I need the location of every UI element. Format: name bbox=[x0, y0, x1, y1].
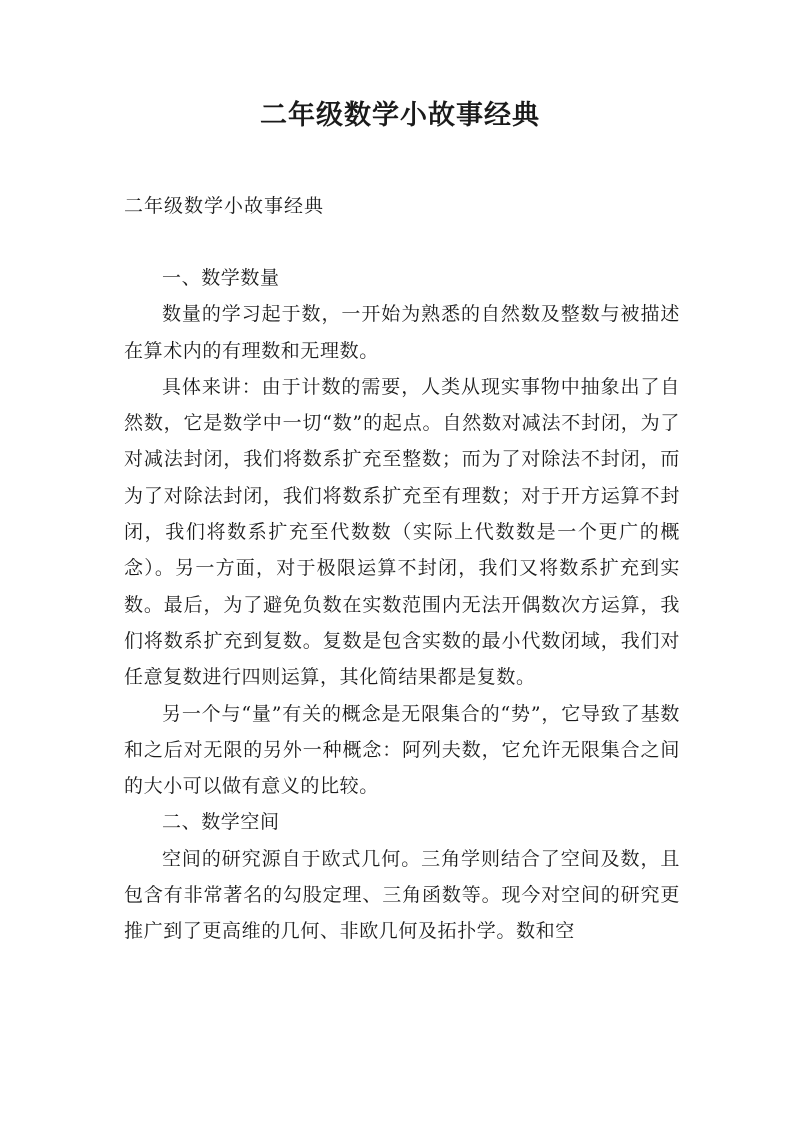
section-heading-quantity: 一、数学数量 bbox=[162, 267, 280, 289]
body-paragraph: 空间的研究源自于欧式几何。三角学则结合了空间及数，且包含有非常著名的勾股定理、三角函数等。现今对空间的研究更推广到了更高维的几何、非欧几何及拓扑学。数和空 bbox=[124, 847, 680, 943]
document-body bbox=[124, 260, 680, 950]
body-paragraph: 另一个与“量”有关的概念是无限集合的“势”，它导致了基数和之后对无限的另外一种概念：阿列夫数，它允许无限集合之间的大小可以做有意义的比较。 bbox=[124, 702, 680, 798]
section-heading-space: 二、数学空间 bbox=[162, 811, 280, 834]
body-paragraph: 具体来讲：由于计数的需要，人类从现实事物中抽象出了自然数，它是数学中一切“数”的起点。自然数对减法不封闭，为了对减法封闭，我们将数系扩充至整数；而为了对除法不封闭，而为了对除法封闭，我们将数系扩充至有理数；对于开方运算不封闭，我们将数系扩充至代数数（实际上代数数是一个更广的概念）。另一方面，对于极限运算不封闭，我们又将数系扩充到实数。最后，为了避免负数在实数范围内无法开偶数次方运算，我们将数系扩充到复数。复数是包含实数的最小代数闭域，我们对任意复数进行四则运算，其化简结果都是复数。 bbox=[124, 375, 680, 689]
document-subtitle: 二年级数学小故事经典 bbox=[124, 195, 325, 217]
body-paragraph: 数量的学习起于数，一开始为熟悉的自然数及整数与被描述在算术内的有理数和无理数。 bbox=[124, 303, 680, 362]
document-title: 二年级数学小故事经典 bbox=[260, 100, 540, 131]
